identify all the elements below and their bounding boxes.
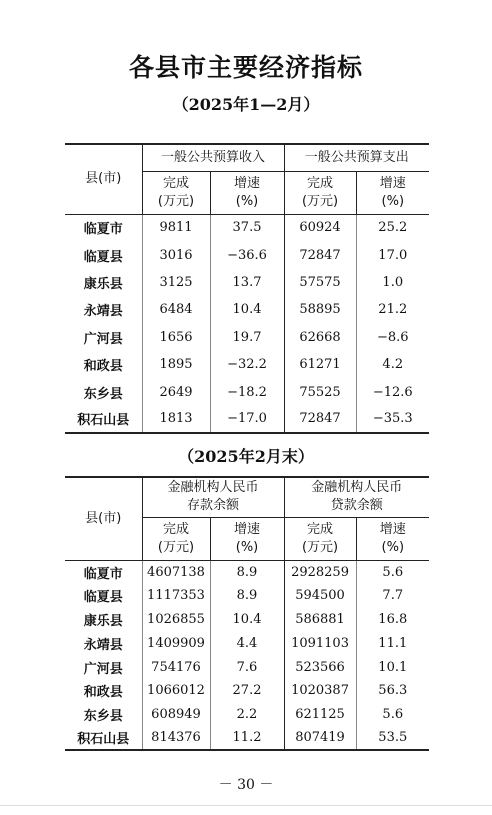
budget-expenditure-header: 一般公共预算支出 (284, 144, 429, 171)
value-cell: 1117353 (142, 584, 210, 608)
table-row (65, 727, 429, 751)
table-row (65, 631, 429, 655)
table-row (65, 269, 429, 296)
table-row (65, 324, 429, 351)
value-cell: 62668 (284, 324, 356, 351)
value-cell: 17.0 (356, 241, 429, 268)
value-cell: 9811 (142, 214, 210, 241)
value-cell: 72847 (284, 241, 356, 268)
value-cell: 594500 (284, 584, 356, 608)
value-cell: 58895 (284, 296, 356, 323)
expenditure-complete-header: 完成 (万元) (284, 171, 356, 214)
value-cell: 11.2 (210, 727, 284, 751)
county-name-cell: 广河县 (83, 331, 123, 347)
value-cell: 5.6 (356, 703, 429, 727)
county-name-cell: 广河县 (83, 661, 123, 677)
value-cell: 8.9 (210, 584, 284, 608)
county-name-cell: 临夏市 (83, 566, 123, 582)
loan-complete-header: 完成 (万元) (284, 517, 356, 560)
county-name-cell: 永靖县 (83, 637, 123, 653)
value-cell: 4607138 (142, 560, 210, 584)
county-name-cell: 临夏县 (83, 590, 123, 606)
county-name-cell: 东乡县 (83, 386, 123, 402)
value-cell: 523566 (284, 655, 356, 679)
value-cell: 8.9 (210, 560, 284, 584)
page-title: 各县市主要经济指标 (128, 53, 363, 82)
value-cell: 10.1 (356, 655, 429, 679)
county-name-cell: 东乡县 (83, 709, 123, 725)
value-cell: 72847 (284, 406, 356, 433)
table2-period-heading: （2025年2月末） (178, 447, 314, 466)
revenue-complete-header: 完成 (万元) (142, 171, 210, 214)
county-name-cell: 康乐县 (83, 276, 123, 292)
table-row (65, 214, 429, 241)
value-cell: 60924 (284, 214, 356, 241)
value-cell: −12.6 (356, 378, 429, 405)
county-column-header: 县(市) (65, 144, 142, 214)
deposit-balance-header: 金融机构人民币 存款余额 (142, 477, 284, 517)
value-cell: −32.2 (210, 351, 284, 378)
value-cell: 10.4 (210, 296, 284, 323)
value-cell: 814376 (142, 727, 210, 751)
table-row (65, 296, 429, 323)
value-cell: 1066012 (142, 679, 210, 703)
county-name-cell: 和政县 (83, 685, 123, 701)
county-column-header: 县(市) (65, 477, 142, 560)
value-cell: 21.2 (356, 296, 429, 323)
value-cell: 7.7 (356, 584, 429, 608)
budget-table (65, 143, 429, 434)
value-cell: 621125 (284, 703, 356, 727)
finance-table (65, 476, 429, 751)
table-row (65, 351, 429, 378)
table-row (65, 378, 429, 405)
value-cell: 10.4 (210, 608, 284, 632)
table-row (65, 655, 429, 679)
value-cell: 57575 (284, 269, 356, 296)
county-name-cell: 临夏县 (83, 249, 123, 265)
county-name-cell: 和政县 (83, 359, 123, 375)
value-cell: 1091103 (284, 631, 356, 655)
value-cell: −36.6 (210, 241, 284, 268)
value-cell: 2649 (142, 378, 210, 405)
value-cell: 19.7 (210, 324, 284, 351)
table-row (65, 703, 429, 727)
value-cell: 1020387 (284, 679, 356, 703)
value-cell: −18.2 (210, 378, 284, 405)
value-cell: 1409909 (142, 631, 210, 655)
county-name-cell: 康乐县 (83, 613, 123, 629)
value-cell: 3125 (142, 269, 210, 296)
value-cell: 11.1 (356, 631, 429, 655)
value-cell: 807419 (284, 727, 356, 751)
value-cell: 16.8 (356, 608, 429, 632)
value-cell: 27.2 (210, 679, 284, 703)
value-cell: 75525 (284, 378, 356, 405)
value-cell: 53.5 (356, 727, 429, 751)
value-cell: 5.6 (356, 560, 429, 584)
table-row (65, 406, 429, 433)
value-cell: 2.2 (210, 703, 284, 727)
page-number: － 30 － (218, 777, 274, 793)
value-cell: 4.4 (210, 631, 284, 655)
value-cell: 56.3 (356, 679, 429, 703)
table-row (65, 241, 429, 268)
value-cell: 586881 (284, 608, 356, 632)
value-cell: 2928259 (284, 560, 356, 584)
table-row (65, 608, 429, 632)
table-row (65, 560, 429, 584)
deposit-complete-header: 完成 (万元) (142, 517, 210, 560)
value-cell: 4.2 (356, 351, 429, 378)
county-name-cell: 永靖县 (83, 304, 123, 320)
value-cell: 6484 (142, 296, 210, 323)
county-name-cell: 积石山县 (77, 732, 130, 748)
value-cell: 608949 (142, 703, 210, 727)
county-name-cell: 积石山县 (77, 413, 130, 429)
expenditure-growth-header: 增速 (%) (356, 171, 429, 214)
loan-balance-header: 金融机构人民币 贷款余额 (284, 477, 429, 517)
value-cell: 1656 (142, 324, 210, 351)
value-cell: 3016 (142, 241, 210, 268)
value-cell: 7.6 (210, 655, 284, 679)
value-cell: 1813 (142, 406, 210, 433)
value-cell: 1026855 (142, 608, 210, 632)
value-cell: −8.6 (356, 324, 429, 351)
value-cell: 1895 (142, 351, 210, 378)
table-row (65, 584, 429, 608)
table-row (65, 679, 429, 703)
county-name-cell: 临夏市 (83, 222, 123, 238)
value-cell: 1.0 (356, 269, 429, 296)
value-cell: 37.5 (210, 214, 284, 241)
value-cell: −35.3 (356, 406, 429, 433)
revenue-growth-header: 增速 (%) (210, 171, 284, 214)
page-bottom-divider (0, 805, 492, 806)
value-cell: 61271 (284, 351, 356, 378)
table1-period-heading: （2025年1—2月） (172, 95, 320, 114)
budget-revenue-header: 一般公共预算收入 (142, 144, 284, 171)
loan-growth-header: 增速 (%) (356, 517, 429, 560)
value-cell: −17.0 (210, 406, 284, 433)
value-cell: 754176 (142, 655, 210, 679)
value-cell: 13.7 (210, 269, 284, 296)
deposit-growth-header: 增速 (%) (210, 517, 284, 560)
value-cell: 25.2 (356, 214, 429, 241)
